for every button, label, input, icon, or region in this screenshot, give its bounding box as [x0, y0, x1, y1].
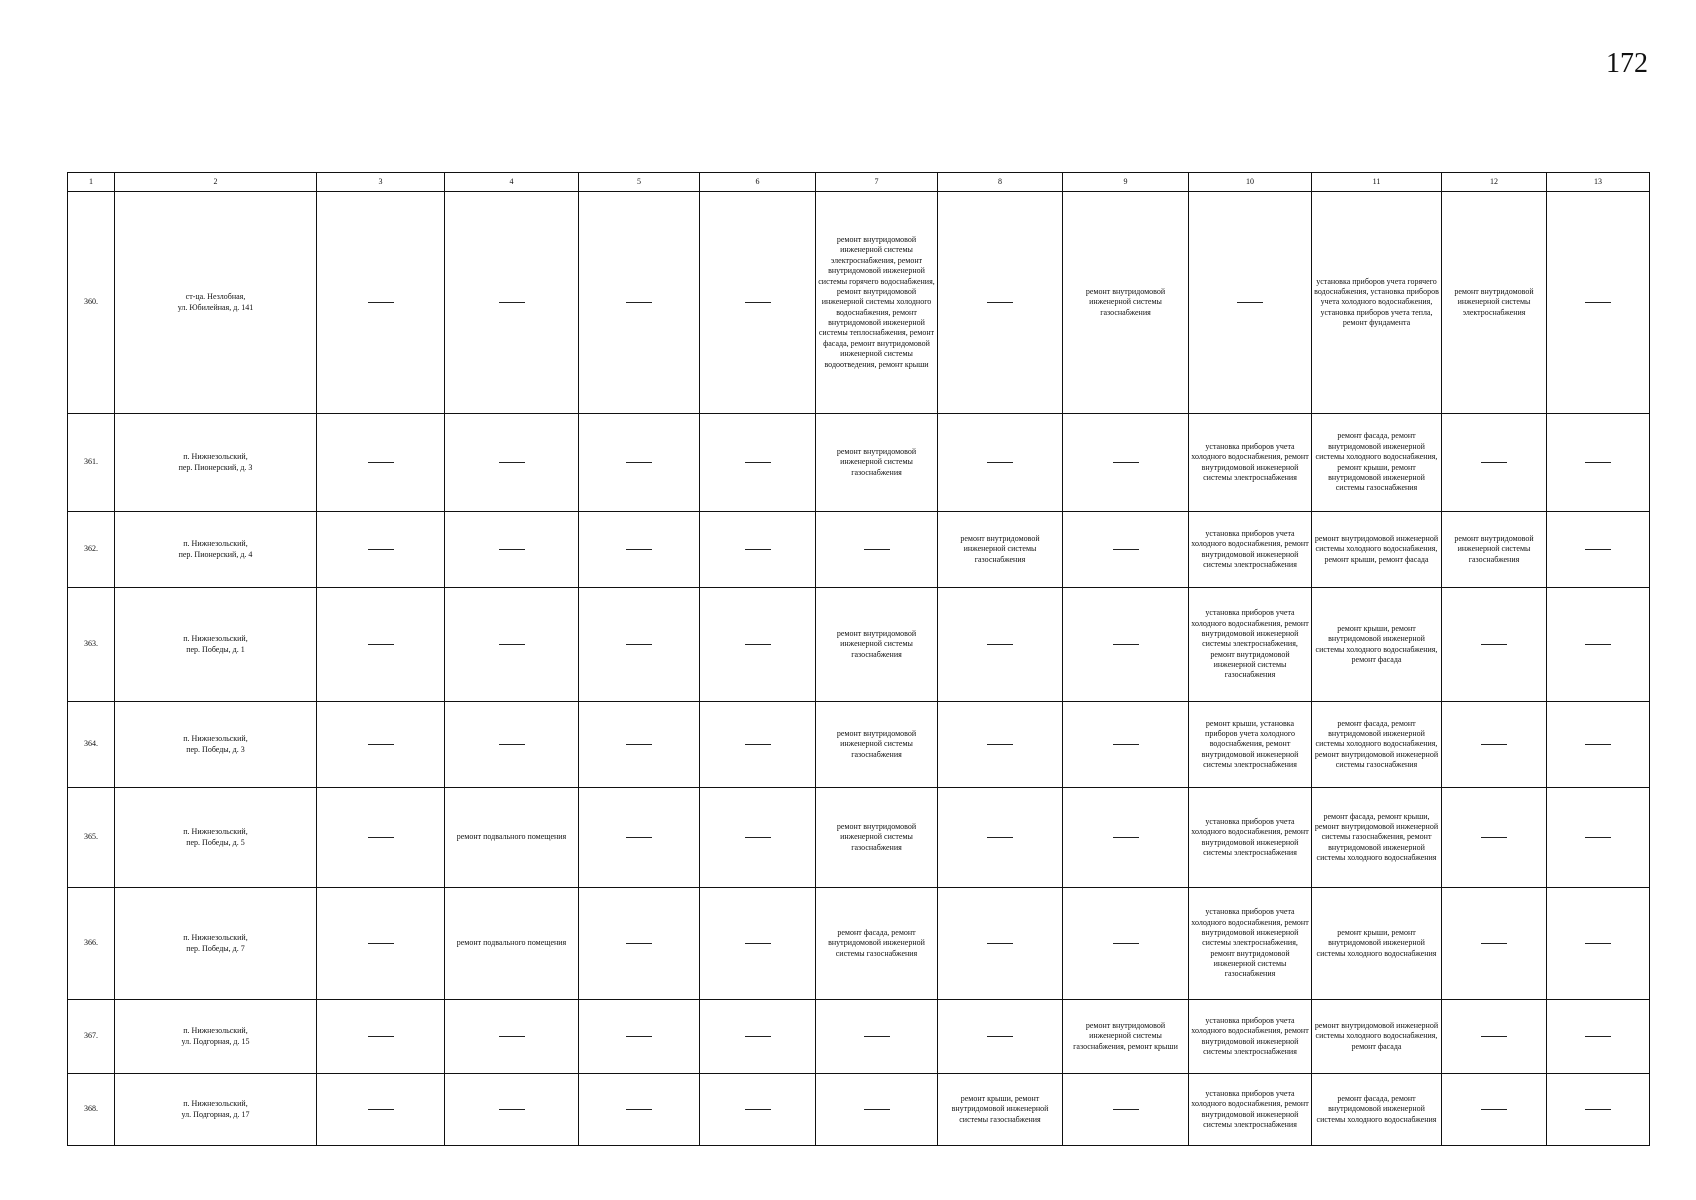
empty-cell: [1063, 888, 1189, 1000]
address-cell: п. Нижнезольский, ул. Подгорная, д. 15: [115, 1000, 317, 1074]
empty-cell: [1063, 788, 1189, 888]
table-row: [68, 702, 1650, 788]
dash-mark: [1585, 1109, 1611, 1111]
empty-cell: [1547, 1000, 1650, 1074]
work-type-cell: ремонт подвального помещения: [445, 788, 579, 888]
dash-mark: [987, 1036, 1013, 1038]
dash-mark: [368, 1109, 394, 1111]
dash-mark: [1481, 744, 1507, 746]
work-type-cell: ремонт внутридомовой инженерной системы газоснабжения: [816, 788, 938, 888]
empty-cell: [445, 702, 579, 788]
dash-mark: [368, 744, 394, 746]
row-number: 361.: [68, 414, 115, 512]
dash-mark: [1113, 744, 1139, 746]
dash-mark: [626, 462, 652, 464]
empty-cell: [317, 788, 445, 888]
dash-mark: [499, 549, 525, 551]
work-type-cell: ремонт крыши, установка приборов учета холодного водоснабжения, ремонт внутридомовой инженерной системы электроснабжения: [1189, 702, 1312, 788]
address-cell: п. Нижнезольский, ул. Подгорная, д. 17: [115, 1074, 317, 1146]
work-type-cell: ремонт внутридомовой инженерной системы газоснабжения, ремонт крыши: [1063, 1000, 1189, 1074]
empty-cell: [1442, 702, 1547, 788]
empty-cell: [816, 1000, 938, 1074]
dash-mark: [1585, 943, 1611, 945]
work-type-cell: установка приборов учета холодного водоснабжения, ремонт внутридомовой инженерной системы электроснабжения: [1189, 1000, 1312, 1074]
empty-cell: [317, 702, 445, 788]
empty-cell: [317, 888, 445, 1000]
dash-mark: [1585, 837, 1611, 839]
dash-mark: [745, 462, 771, 464]
column-header: 2: [115, 173, 317, 192]
dash-mark: [1113, 943, 1139, 945]
work-type-cell: установка приборов учета холодного водоснабжения, ремонт внутридомовой инженерной системы электроснабжения: [1189, 1074, 1312, 1146]
dash-mark: [1481, 837, 1507, 839]
dash-mark: [864, 549, 890, 551]
dash-mark: [745, 644, 771, 646]
empty-cell: [445, 414, 579, 512]
work-type-cell: ремонт внутридомовой инженерной системы газоснабжения: [816, 702, 938, 788]
table-row: [68, 414, 1650, 512]
dash-mark: [368, 644, 394, 646]
dash-mark: [1585, 302, 1611, 304]
row-number: 368.: [68, 1074, 115, 1146]
column-header: 8: [938, 173, 1063, 192]
table-row: [68, 1000, 1650, 1074]
empty-cell: [579, 512, 700, 588]
empty-cell: [317, 512, 445, 588]
dash-mark: [745, 1109, 771, 1111]
table-row: [68, 512, 1650, 588]
row-number: 367.: [68, 1000, 115, 1074]
page-number: 172: [1606, 48, 1648, 79]
dash-mark: [745, 1036, 771, 1038]
empty-cell: [317, 1074, 445, 1146]
empty-cell: [579, 788, 700, 888]
address-cell: п. Нижнезольский, пер. Пионерский, д. 3: [115, 414, 317, 512]
work-type-cell: ремонт фасада, ремонт внутридомовой инженерной системы холодного водоснабжения, ремонт крыши, ремонт внутридомовой инженерной системы газоснабжения: [1312, 414, 1442, 512]
dash-mark: [368, 549, 394, 551]
table-row: [68, 1074, 1650, 1146]
empty-cell: [938, 414, 1063, 512]
table-row: [68, 888, 1650, 1000]
dash-mark: [745, 744, 771, 746]
dash-mark: [626, 644, 652, 646]
empty-cell: [938, 588, 1063, 702]
empty-cell: [938, 192, 1063, 414]
dash-mark: [499, 744, 525, 746]
work-type-cell: ремонт внутридомовой инженерной системы газоснабжения: [1063, 192, 1189, 414]
work-type-cell: ремонт фасада, ремонт внутридомовой инженерной системы газоснабжения: [816, 888, 938, 1000]
empty-cell: [700, 588, 816, 702]
dash-mark: [745, 549, 771, 551]
dash-mark: [745, 302, 771, 304]
address-cell: п. Нижнезольский, пер. Победы, д. 1: [115, 588, 317, 702]
empty-cell: [1442, 1000, 1547, 1074]
empty-cell: [700, 702, 816, 788]
empty-cell: [317, 1000, 445, 1074]
empty-cell: [1547, 588, 1650, 702]
empty-cell: [700, 512, 816, 588]
empty-cell: [579, 1074, 700, 1146]
dash-mark: [987, 744, 1013, 746]
empty-cell: [938, 702, 1063, 788]
dash-mark: [626, 744, 652, 746]
dash-mark: [987, 644, 1013, 646]
repair-schedule-table: [67, 172, 1650, 1146]
dash-mark: [1585, 1036, 1611, 1038]
work-type-cell: ремонт фасада, ремонт внутридомовой инженерной системы холодного водоснабжения: [1312, 1074, 1442, 1146]
empty-cell: [445, 192, 579, 414]
empty-cell: [1442, 588, 1547, 702]
row-number: 365.: [68, 788, 115, 888]
empty-cell: [938, 888, 1063, 1000]
dash-mark: [626, 302, 652, 304]
empty-cell: [1547, 414, 1650, 512]
dash-mark: [864, 1036, 890, 1038]
empty-cell: [700, 888, 816, 1000]
empty-cell: [1442, 1074, 1547, 1146]
empty-cell: [445, 1000, 579, 1074]
column-header: 10: [1189, 173, 1312, 192]
dash-mark: [499, 1036, 525, 1038]
work-type-cell: установка приборов учета холодного водоснабжения, ремонт внутридомовой инженерной системы электроснабжения, ремонт внутридомовой инженерной системы газоснабжения: [1189, 588, 1312, 702]
empty-cell: [700, 1000, 816, 1074]
dash-mark: [1481, 943, 1507, 945]
row-number: 364.: [68, 702, 115, 788]
empty-cell: [938, 1000, 1063, 1074]
empty-cell: [579, 888, 700, 1000]
dash-mark: [499, 1109, 525, 1111]
column-header: 13: [1547, 173, 1650, 192]
dash-mark: [626, 837, 652, 839]
table-row: [68, 588, 1650, 702]
column-header: 12: [1442, 173, 1547, 192]
address-cell: п. Нижнезольский, пер. Победы, д. 3: [115, 702, 317, 788]
column-header: 6: [700, 173, 816, 192]
dash-mark: [987, 943, 1013, 945]
dash-mark: [368, 943, 394, 945]
row-number: 362.: [68, 512, 115, 588]
empty-cell: [445, 512, 579, 588]
dash-mark: [1113, 837, 1139, 839]
work-type-cell: установка приборов учета холодного водоснабжения, ремонт внутридомовой инженерной системы электроснабжения, ремонт внутридомовой инженерной системы газоснабжения: [1189, 888, 1312, 1000]
dash-mark: [368, 302, 394, 304]
row-number: 360.: [68, 192, 115, 414]
empty-cell: [1547, 512, 1650, 588]
dash-mark: [745, 837, 771, 839]
dash-mark: [1113, 462, 1139, 464]
dash-mark: [987, 462, 1013, 464]
empty-cell: [445, 588, 579, 702]
dash-mark: [499, 302, 525, 304]
column-header: 3: [317, 173, 445, 192]
address-cell: п. Нижнезольский, пер. Пионерский, д. 4: [115, 512, 317, 588]
work-type-cell: ремонт внутридомовой инженерной системы газоснабжения: [1442, 512, 1547, 588]
work-type-cell: установка приборов учета холодного водоснабжения, ремонт внутридомовой инженерной системы электроснабжения: [1189, 414, 1312, 512]
dash-mark: [499, 644, 525, 646]
work-type-cell: ремонт фасада, ремонт крыши, ремонт внутридомовой инженерной системы газоснабжения, ремонт внутридомовой инженерной системы холодного водоснабжения: [1312, 788, 1442, 888]
empty-cell: [1189, 192, 1312, 414]
work-type-cell: ремонт крыши, ремонт внутридомовой инженерной системы газоснабжения: [938, 1074, 1063, 1146]
dash-mark: [1113, 549, 1139, 551]
empty-cell: [1063, 512, 1189, 588]
dash-mark: [1113, 1109, 1139, 1111]
empty-cell: [1442, 414, 1547, 512]
dash-mark: [1237, 302, 1263, 304]
dash-mark: [626, 1109, 652, 1111]
work-type-cell: ремонт крыши, ремонт внутридомовой инженерной системы холодного водоснабжения: [1312, 888, 1442, 1000]
empty-cell: [579, 702, 700, 788]
dash-mark: [1481, 1036, 1507, 1038]
empty-cell: [1063, 702, 1189, 788]
dash-mark: [987, 302, 1013, 304]
empty-cell: [317, 192, 445, 414]
empty-cell: [1442, 888, 1547, 1000]
dash-mark: [1481, 462, 1507, 464]
column-header: 4: [445, 173, 579, 192]
dash-mark: [1585, 644, 1611, 646]
empty-cell: [700, 414, 816, 512]
work-type-cell: ремонт внутридомовой инженерной системы холодного водоснабжения, ремонт фасада: [1312, 1000, 1442, 1074]
empty-cell: [816, 512, 938, 588]
address-cell: п. Нижнезольский, пер. Победы, д. 5: [115, 788, 317, 888]
dash-mark: [626, 549, 652, 551]
empty-cell: [579, 588, 700, 702]
empty-cell: [579, 414, 700, 512]
empty-cell: [816, 1074, 938, 1146]
work-type-cell: ремонт внутридомовой инженерной системы электроснабжения, ремонт внутридомовой инженерной системы горячего водоснабжения, ремонт внутридомовой инженерной системы холодного водоснабжения, ремонт внутридомовой инженерной системы теплоснабжения, ремонт фасада, ремонт внутридомовой инженерной системы водоотведения, ремонт крыши: [816, 192, 938, 414]
work-type-cell: ремонт внутридомовой инженерной системы газоснабжения: [938, 512, 1063, 588]
address-cell: п. Нижнезольский, пер. Победы, д. 7: [115, 888, 317, 1000]
address-cell: ст-ца. Незлобная, ул. Юбилейная, д. 141: [115, 192, 317, 414]
header-row: [68, 173, 1650, 192]
work-type-cell: ремонт внутридомовой инженерной системы холодного водоснабжения, ремонт крыши, ремонт фасада: [1312, 512, 1442, 588]
row-number: 363.: [68, 588, 115, 702]
column-header: 9: [1063, 173, 1189, 192]
work-type-cell: ремонт внутридомовой инженерной системы электроснабжения: [1442, 192, 1547, 414]
work-type-cell: установка приборов учета горячего водоснабжения, установка приборов учета холодного водоснабжения, установка приборов учета тепла, ремонт фундамента: [1312, 192, 1442, 414]
row-number: 366.: [68, 888, 115, 1000]
empty-cell: [1547, 888, 1650, 1000]
empty-cell: [317, 588, 445, 702]
work-type-cell: установка приборов учета холодного водоснабжения, ремонт внутридомовой инженерной системы электроснабжения: [1189, 788, 1312, 888]
column-header: 5: [579, 173, 700, 192]
empty-cell: [1547, 1074, 1650, 1146]
empty-cell: [1547, 192, 1650, 414]
empty-cell: [938, 788, 1063, 888]
dash-mark: [368, 837, 394, 839]
table-row: [68, 788, 1650, 888]
empty-cell: [1547, 702, 1650, 788]
dash-mark: [1585, 549, 1611, 551]
work-type-cell: установка приборов учета холодного водоснабжения, ремонт внутридомовой инженерной системы электроснабжения: [1189, 512, 1312, 588]
dash-mark: [864, 1109, 890, 1111]
dash-mark: [626, 943, 652, 945]
work-type-cell: ремонт фасада, ремонт внутридомовой инженерной системы холодного водоснабжения, ремонт внутридомовой инженерной системы газоснабжения: [1312, 702, 1442, 788]
empty-cell: [445, 1074, 579, 1146]
empty-cell: [700, 788, 816, 888]
dash-mark: [499, 462, 525, 464]
table-row: [68, 192, 1650, 414]
dash-mark: [1481, 644, 1507, 646]
table-body: [68, 192, 1650, 1146]
dash-mark: [1585, 462, 1611, 464]
empty-cell: [579, 192, 700, 414]
empty-cell: [700, 1074, 816, 1146]
dash-mark: [1585, 744, 1611, 746]
dash-mark: [1481, 1109, 1507, 1111]
column-header: 11: [1312, 173, 1442, 192]
empty-cell: [700, 192, 816, 414]
empty-cell: [1442, 788, 1547, 888]
dash-mark: [987, 837, 1013, 839]
empty-cell: [1063, 1074, 1189, 1146]
dash-mark: [368, 462, 394, 464]
work-type-cell: ремонт подвального помещения: [445, 888, 579, 1000]
dash-mark: [1113, 644, 1139, 646]
empty-cell: [317, 414, 445, 512]
empty-cell: [1063, 414, 1189, 512]
empty-cell: [1547, 788, 1650, 888]
work-type-cell: ремонт внутридомовой инженерной системы газоснабжения: [816, 588, 938, 702]
work-type-cell: ремонт внутридомовой инженерной системы газоснабжения: [816, 414, 938, 512]
dash-mark: [368, 1036, 394, 1038]
column-header: 7: [816, 173, 938, 192]
empty-cell: [1063, 588, 1189, 702]
work-type-cell: ремонт крыши, ремонт внутридомовой инженерной системы холодного водоснабжения, ремонт фасада: [1312, 588, 1442, 702]
column-header: 1: [68, 173, 115, 192]
dash-mark: [745, 943, 771, 945]
dash-mark: [626, 1036, 652, 1038]
empty-cell: [579, 1000, 700, 1074]
